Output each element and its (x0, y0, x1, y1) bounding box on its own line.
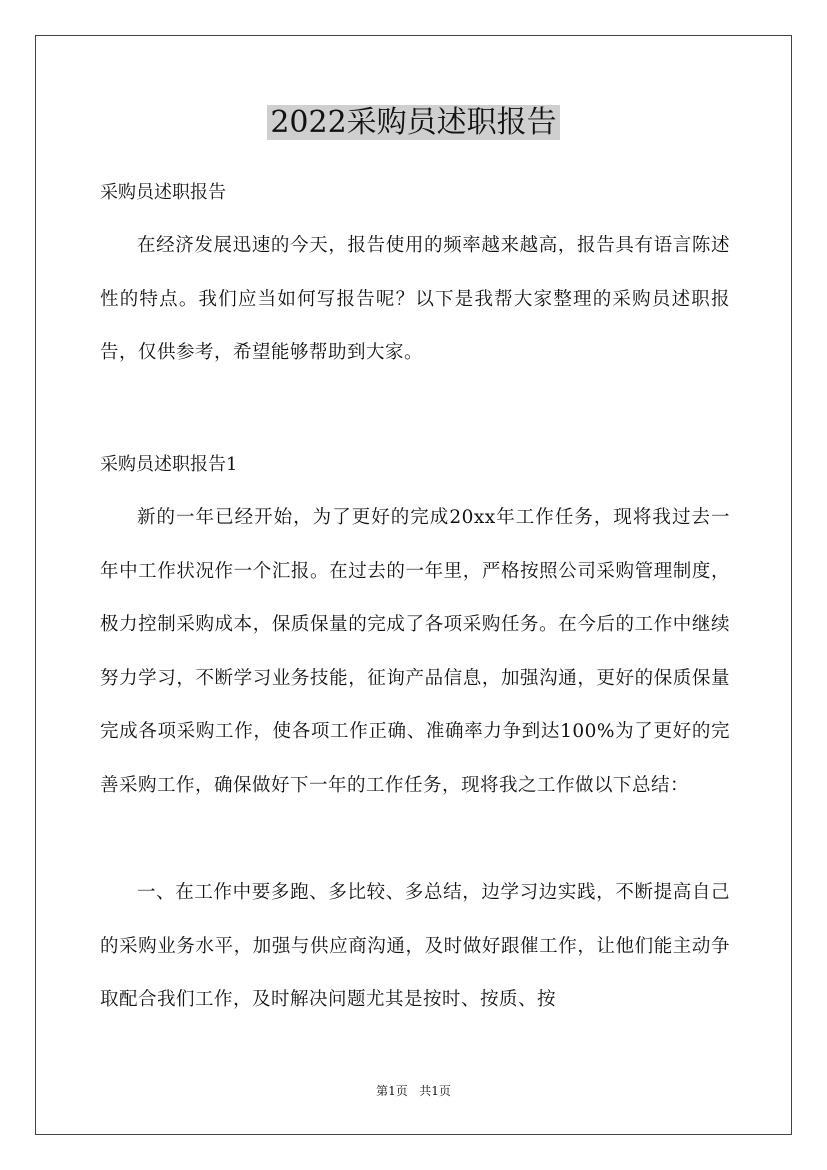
section1-paragraph-2: 一、在工作中要多跑、多比较、多总结，边学习边实践，不断提高自己的采购业务水平，加强与供应商沟通，及时做好跟催工作，让他们能主动争取配合我们工作，及时解决问题尤其是按时、按质、按 (100, 882, 730, 1010)
intro-heading: 采购员述职报告 (100, 182, 226, 203)
section1-heading: 采购员述职报告1 (100, 454, 238, 475)
intro-paragraph: 在经济发展迅速的今天，报告使用的频率越来越高，报告具有语言陈述性的特点。我们应当如何写报告呢？以下是我帮大家整理的采购员述职报告，仅供参考，希望能够帮助到大家。 (100, 235, 730, 363)
page-footer: 第1页 共1页 (376, 1084, 451, 1098)
document-title (0, 103, 827, 143)
document-title-text: 2022采购员述职报告 (267, 105, 559, 140)
section1-paragraph-1: 新的一年已经开始，为了更好的完成20xx年工作任务，现将我过去一年中工作状况作一个汇报。在过去的一年里，严格按照公司采购管理制度，极力控制采购成本，保质保量的完成了各项采购任务。在今后的工作中继续努力学习，不断学习业务技能，征询产品信息，加强沟通，更好的保质保量完成各项采购工作，使各项工作正确、准确率力争到达100%为了更好的完善采购工作，确保做好下一年的工作任务，现将我之工作做以下总结： (100, 507, 730, 796)
